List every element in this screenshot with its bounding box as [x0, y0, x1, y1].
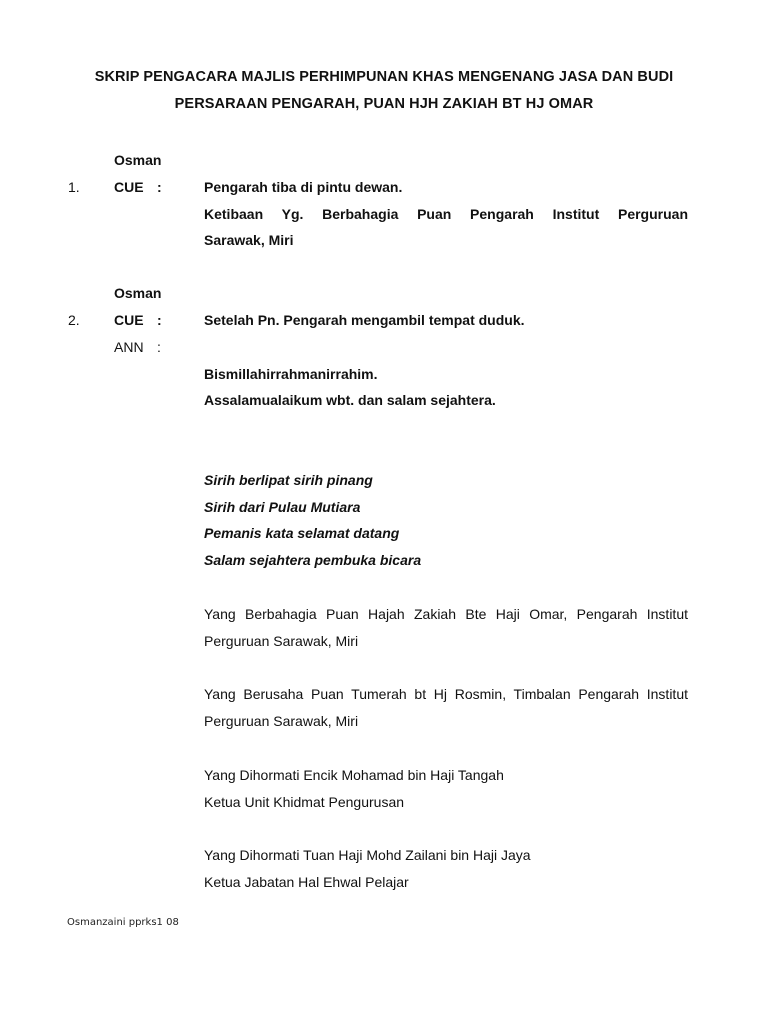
cue-label-2: CUE: [114, 312, 144, 328]
speaker-name-1: Osman: [114, 152, 162, 168]
salutation-2-line-1: Yang Berusaha Puan Tumerah bt Hj Rosmin, Timbalan Pengarah Institut: [204, 686, 688, 702]
document-title-line-2: PERSARAAN PENGARAH, PUAN HJH ZAKIAH BT HJ OMAR: [174, 96, 594, 112]
cue-colon-2: :: [157, 312, 162, 328]
item-number-2: 2.: [68, 312, 80, 328]
pantun-line-3: Pemanis kata selamat datang: [204, 525, 400, 541]
pantun-line-2: Sirih dari Pulau Mutiara: [204, 499, 361, 515]
salutation-1-line-2: Perguruan Sarawak, Miri: [204, 633, 359, 649]
pantun-line-1: Sirih berlipat sirih pinang: [204, 472, 373, 488]
announcement-line-2: Sarawak, Miri: [204, 232, 294, 248]
salutation-2-line-2: Perguruan Sarawak, Miri: [204, 713, 359, 729]
greeting-bismillah: Bismillahirrahmanirrahim.: [204, 366, 378, 382]
salutation-4-line-2: Ketua Jabatan Hal Ehwal Pelajar: [204, 874, 409, 890]
speaker-name-2: Osman: [114, 285, 162, 301]
announcement-line-1: Ketibaan Yg. Berbahagia Puan Pengarah Institut Perguruan: [204, 206, 688, 222]
salutation-1-line-1: Yang Berbahagia Puan Hajah Zakiah Bte Haji Omar, Pengarah Institut: [204, 606, 688, 622]
cue-text-2: Setelah Pn. Pengarah mengambil tempat duduk.: [204, 312, 525, 328]
salutation-3-line-1: Yang Dihormati Encik Mohamad bin Haji Tangah: [204, 767, 504, 783]
cue-text-1: Pengarah tiba di pintu dewan.: [204, 179, 403, 195]
document-title-line-1: SKRIP PENGACARA MAJLIS PERHIMPUNAN KHAS MENGENANG JASA DAN BUDI: [94, 69, 674, 85]
ann-colon: :: [157, 339, 161, 355]
cue-label-1: CUE: [114, 179, 144, 195]
cue-colon-1: :: [157, 179, 162, 195]
pantun-line-4: Salam sejahtera pembuka bicara: [204, 552, 422, 568]
page-footer: Osmanzaini pprks1 08: [67, 917, 179, 928]
salutation-3-line-2: Ketua Unit Khidmat Pengurusan: [204, 794, 405, 810]
salutation-4-line-1: Yang Dihormati Tuan Haji Mohd Zailani bin Haji Jaya: [204, 847, 531, 863]
ann-label: ANN: [114, 339, 144, 355]
greeting-salam: Assalamualaikum wbt. dan salam sejahtera.: [204, 392, 496, 408]
item-number-1: 1.: [68, 179, 80, 195]
